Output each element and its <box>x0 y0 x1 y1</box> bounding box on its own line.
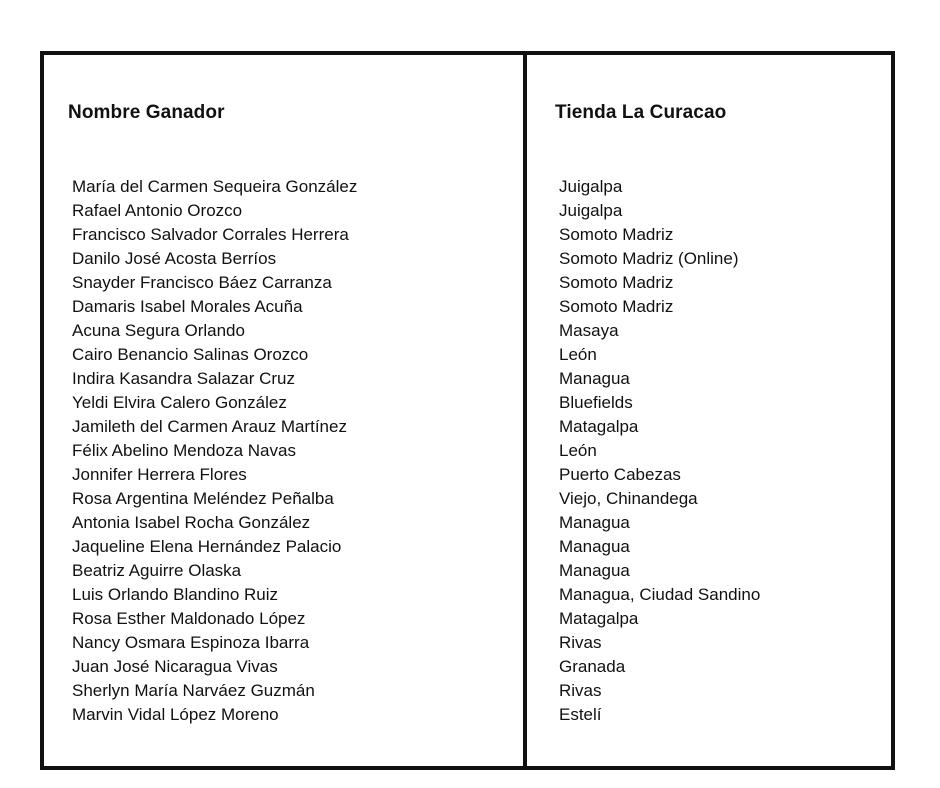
winner-name-cell: Jaqueline Elena Hernández Palacio <box>72 537 342 556</box>
column-divider <box>523 51 527 770</box>
winner-name-cell: Juan José Nicaragua Vivas <box>72 657 278 676</box>
winner-name-cell: Jonnifer Herrera Flores <box>72 465 247 484</box>
winner-name-list <box>68 175 357 727</box>
store-cell: Puerto Cabezas <box>559 465 681 484</box>
store-cell: Matagalpa <box>559 609 639 628</box>
store-cell: Somoto Madriz <box>559 273 674 292</box>
winner-name-cell: Rosa Argentina Meléndez Peñalba <box>72 489 334 508</box>
store-cell: Rivas <box>559 633 602 652</box>
store-cell: Bluefields <box>559 393 633 412</box>
store-cell: Rivas <box>559 681 602 700</box>
winner-name-cell: Indira Kasandra Salazar Cruz <box>72 369 296 388</box>
store-cell: Managua <box>559 513 630 532</box>
store-cell: Managua <box>559 537 630 556</box>
store-cell: Somoto Madriz <box>559 225 674 244</box>
store-cell: Masaya <box>559 321 619 340</box>
winner-name-cell: Rafael Antonio Orozco <box>72 201 243 220</box>
store-cell: León <box>559 345 597 364</box>
winner-name-cell: Snayder Francisco Báez Carranza <box>72 273 332 292</box>
store-cell: Estelí <box>559 705 602 724</box>
winner-name-cell: Sherlyn María Narváez Guzmán <box>72 681 315 700</box>
store-cell: Juigalpa <box>559 201 623 220</box>
winner-name-cell: Yeldi Elvira Calero González <box>72 393 287 412</box>
winner-name-cell: Félix Abelino Mendoza Navas <box>72 441 296 460</box>
store-cell: Viejo, Chinandega <box>559 489 698 508</box>
winner-name-cell: Antonia Isabel Rocha González <box>72 513 311 532</box>
winner-name-cell: Nancy Osmara Espinoza Ibarra <box>72 633 310 652</box>
winner-name-cell: Cairo Benancio Salinas Orozco <box>72 345 309 364</box>
store-cell: Managua <box>559 561 630 580</box>
store-list <box>555 175 760 727</box>
store-cell: Somoto Madriz (Online) <box>559 249 739 268</box>
store-cell: Matagalpa <box>559 417 639 436</box>
winner-name-cell: Acuna Segura Orlando <box>72 321 245 340</box>
store-cell: León <box>559 441 597 460</box>
winner-name-cell: Luis Orlando Blandino Ruiz <box>72 585 279 604</box>
winner-name-header: Nombre Ganador <box>68 102 225 123</box>
winner-name-cell: Damaris Isabel Morales Acuña <box>72 297 303 316</box>
winner-name-cell: Rosa Esther Maldonado López <box>72 609 306 628</box>
winner-name-cell: Marvin Vidal López Moreno <box>72 705 279 724</box>
store-cell: Managua, Ciudad Sandino <box>559 585 761 604</box>
store-header: Tienda La Curacao <box>555 102 727 123</box>
store-cell: Somoto Madriz <box>559 297 674 316</box>
winner-name-cell: María del Carmen Sequeira González <box>72 177 358 196</box>
store-cell: Managua <box>559 369 630 388</box>
winner-name-cell: Jamileth del Carmen Arauz Martínez <box>72 417 347 436</box>
winner-name-cell: Francisco Salvador Corrales Herrera <box>72 225 349 244</box>
winner-name-cell: Beatriz Aguirre Olaska <box>72 561 242 580</box>
store-cell: Juigalpa <box>559 177 623 196</box>
store-cell: Granada <box>559 657 626 676</box>
winner-name-cell: Danilo José Acosta Berríos <box>72 249 277 268</box>
